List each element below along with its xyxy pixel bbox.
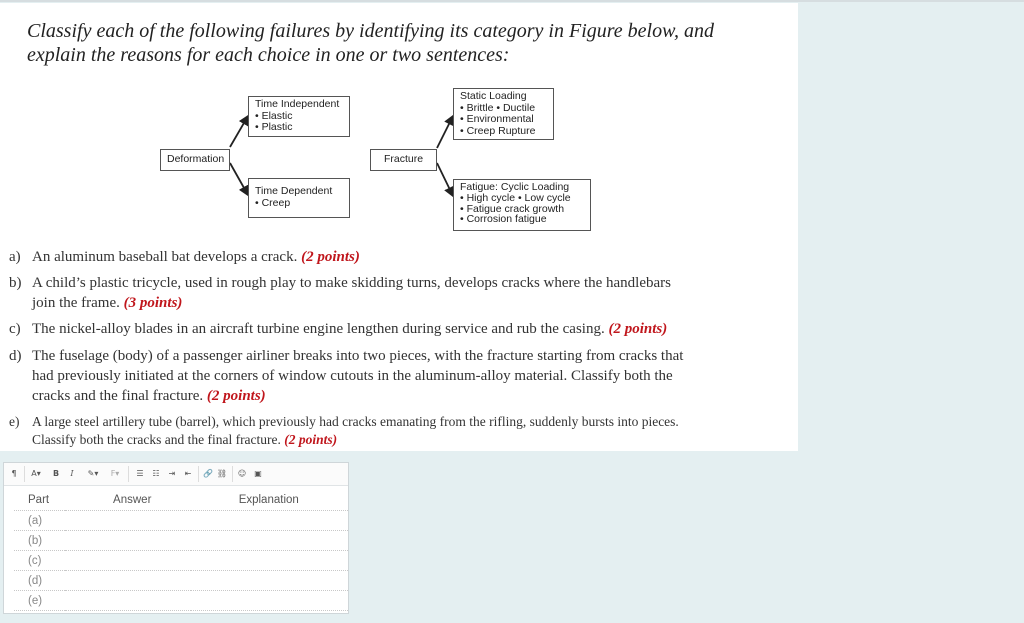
question-item-a xyxy=(9,247,791,269)
item-points: (2 points) xyxy=(284,432,338,447)
table-row xyxy=(14,511,348,531)
explanation-cell[interactable] xyxy=(191,551,348,571)
time-independent-box xyxy=(248,96,350,137)
text-color-button[interactable]: ✎▾ xyxy=(87,469,99,478)
static-loading-item-3: • Creep Rupture xyxy=(460,124,536,137)
toolbar-divider xyxy=(232,466,233,482)
item-points: (2 points) xyxy=(608,321,668,337)
table-row xyxy=(14,551,348,571)
static-loading-item-1: • Brittle • Ductile xyxy=(460,101,536,114)
item-label: e) xyxy=(9,414,20,429)
part-cell: (b) xyxy=(14,531,65,551)
item-points: (2 points) xyxy=(301,249,360,265)
unlink-icon[interactable]: ⛓ xyxy=(216,469,228,478)
explanation-cell[interactable] xyxy=(191,531,348,551)
toolbar-divider xyxy=(24,466,25,482)
bold-button[interactable]: B xyxy=(52,469,60,478)
item-points: (3 points) xyxy=(123,295,183,311)
part-cell: (d) xyxy=(14,571,65,591)
part-cell: (c) xyxy=(14,551,65,571)
answer-editor xyxy=(3,462,349,614)
answer-cell[interactable] xyxy=(65,531,191,551)
answer-cell[interactable] xyxy=(65,511,191,531)
image-icon[interactable]: ▣ xyxy=(254,469,262,478)
toolbar-divider xyxy=(128,466,129,482)
paragraph-format-button[interactable]: ¶ xyxy=(11,469,17,478)
fatigue-item-3: • Corrosion fatigue xyxy=(460,213,547,226)
time-dependent-item-1: • Creep xyxy=(255,196,291,209)
item-label: d) xyxy=(9,348,22,364)
header-part: Part xyxy=(14,490,65,511)
time-dependent-box xyxy=(248,178,350,218)
item-text-line-2: had previously initiated at the corners of window cutouts in the aluminum-alloy material. Classify both the xyxy=(32,368,673,384)
item-label: a) xyxy=(9,249,21,265)
top-border xyxy=(0,0,1024,2)
question-panel xyxy=(0,3,798,451)
answer-table xyxy=(14,490,348,611)
emoji-icon[interactable]: ☺ xyxy=(237,469,247,478)
fatigue-item-2: • Fatigue crack growth xyxy=(460,202,565,215)
arrow-to-static-loading xyxy=(437,116,453,148)
toolbar-divider xyxy=(198,466,199,482)
question-item-c xyxy=(9,319,791,341)
fracture-label: Fracture xyxy=(383,153,424,165)
highlight-color-button[interactable]: F▾ xyxy=(110,469,120,478)
title-line-2: explain the reasons for each choice in one or two sentences: xyxy=(27,44,510,66)
item-text: The nickel-alloy blades in an aircraft turbine engine lengthen during service and rub the casing. xyxy=(32,321,605,337)
bulleted-list-icon[interactable]: ☰ xyxy=(136,469,144,478)
header-answer: Answer xyxy=(65,490,191,511)
time-dependent-heading: Time Dependent xyxy=(255,185,333,197)
question-item-e xyxy=(9,413,791,451)
header-explanation: Explanation xyxy=(191,490,348,511)
answer-cell[interactable] xyxy=(65,591,191,611)
arrow-to-fatigue xyxy=(437,163,453,196)
item-text-line-1: A child’s plastic tricycle, used in rough play to make skidding turns, develops cracks where the handlebars xyxy=(32,275,672,291)
item-label: b) xyxy=(9,275,22,291)
arrow-to-time-dependent xyxy=(230,163,248,195)
fatigue-heading: Fatigue: Cyclic Loading xyxy=(460,181,570,193)
failure-classification-diagram xyxy=(0,3,798,243)
item-text-line-2: join the frame. xyxy=(32,295,120,311)
deformation-box xyxy=(160,149,230,171)
explanation-cell[interactable] xyxy=(191,511,348,531)
answer-cell[interactable] xyxy=(65,551,191,571)
item-text-line-1: The fuselage (body) of a passenger airliner breaks into two pieces, with the fracture starting from cracks that xyxy=(32,348,684,364)
table-row xyxy=(14,591,348,611)
part-cell: (e) xyxy=(14,591,65,611)
arrow-to-time-independent xyxy=(230,116,248,147)
item-text: An aluminum baseball bat develops a crack. xyxy=(32,249,298,265)
deformation-label: Deformation xyxy=(167,153,225,165)
item-text-line-3: cracks and the final fracture. xyxy=(32,388,204,404)
table-row xyxy=(14,571,348,591)
question-item-d xyxy=(9,346,791,408)
indent-icon[interactable]: ⇥ xyxy=(168,469,176,478)
item-label: c) xyxy=(9,321,21,337)
item-text-line-2: Classify both the cracks and the final fracture. xyxy=(32,432,281,447)
explanation-cell[interactable] xyxy=(191,571,348,591)
link-icon[interactable]: 🔗 xyxy=(203,469,213,478)
time-independent-heading: Time Independent xyxy=(255,98,340,110)
editor-toolbar xyxy=(4,463,348,486)
time-independent-item-2: • Plastic xyxy=(255,121,293,133)
explanation-cell[interactable] xyxy=(191,591,348,611)
static-loading-box xyxy=(453,88,554,140)
item-text-line-1: A large steel artillery tube (barrel), which previously had cracks emanating from the rifling, suddenly bursts into pieces. xyxy=(32,414,679,429)
fracture-box xyxy=(370,149,437,171)
title-line-1: Classify each of the following failures by identifying its category in Figure below, and xyxy=(27,20,714,42)
time-independent-item-1: • Elastic xyxy=(255,109,293,122)
numbered-list-icon[interactable]: ☷ xyxy=(152,469,160,478)
static-loading-item-2: • Environmental xyxy=(460,113,534,125)
table-row xyxy=(14,531,348,551)
table-header-row xyxy=(14,490,348,511)
outdent-icon[interactable]: ⇤ xyxy=(184,469,192,478)
question-item-b xyxy=(9,273,791,315)
static-loading-heading: Static Loading xyxy=(460,90,527,102)
diagram-arrows xyxy=(0,3,798,243)
item-points: (2 points) xyxy=(206,388,266,404)
answer-cell[interactable] xyxy=(65,571,191,591)
font-size-button[interactable]: A▾ xyxy=(31,469,41,478)
fatigue-item-1: • High cycle • Low cycle xyxy=(460,191,571,204)
part-cell: (a) xyxy=(14,511,65,531)
italic-button[interactable]: I xyxy=(70,469,74,478)
fatigue-box xyxy=(453,179,591,231)
